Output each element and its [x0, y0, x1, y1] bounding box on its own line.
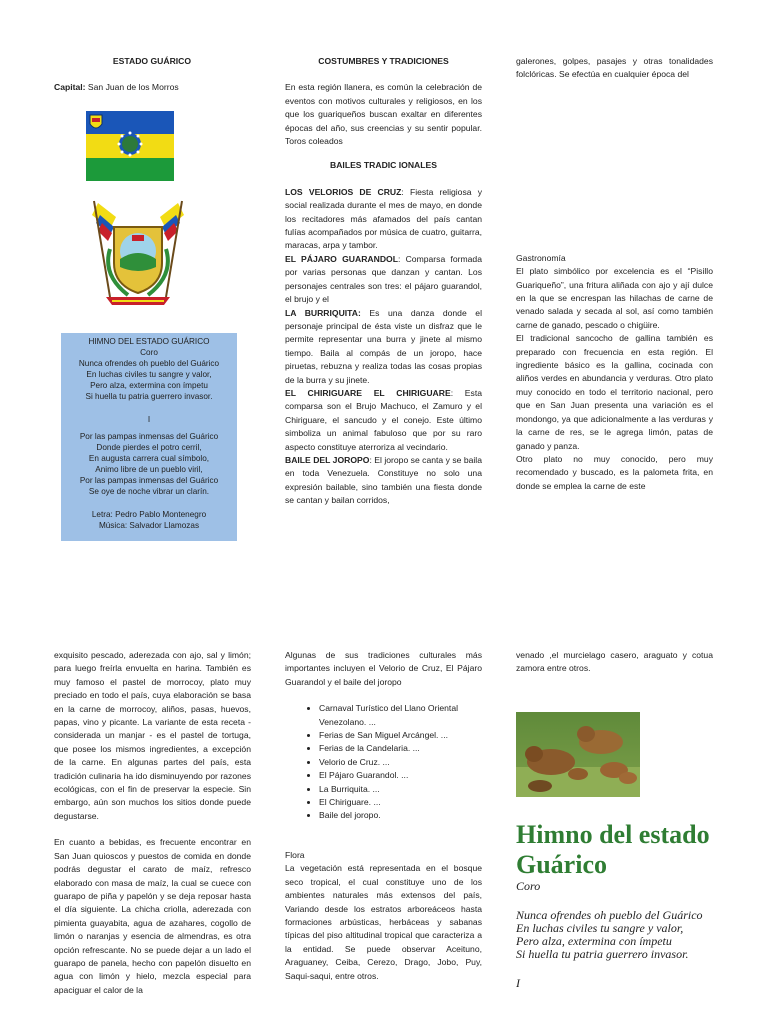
column-estado [54, 55, 254, 95]
flag-stripe-green [86, 158, 174, 181]
flag-stripe-yellow [86, 134, 174, 157]
anthem-box-title: HIMNO DEL ESTADO GUÁRICO [88, 337, 210, 346]
pajaro-text: : Comparsa formada por varias personas que danzan y cantan. Los personajes centrales son tres: el pájaro guarandol, el brujo y el [285, 253, 482, 305]
tradiciones-list [285, 702, 482, 823]
list-item: • Ferias de San Miguel Arcángel. ... [319, 729, 482, 742]
anthem-box [61, 333, 237, 541]
tradiciones-intro: Algunas de sus tradiciones culturales más importantes incluyen el Velorio de Cruz, El Pájaro Guarandol y el baile del joropo [285, 650, 482, 687]
bailes-continuation: galerones, golpes, pasajes y otras tonalidades folclóricas. Se efectúa en cualquier época del [516, 56, 713, 80]
pajaro-label: EL PÁJARO GUARANDOL [285, 253, 398, 264]
anthem-box-coro-line: Pero alza, extermina con ímpetu [90, 381, 208, 391]
flora-title: Flora [285, 849, 305, 860]
flora-paragraph: La vegetación está representada en el bosque seco tropical, el cual constituye uno de los ambientes naturales más extensos del país, Variando desde los estratos arboreáceos hasta formaciones arbústicas, herbáceas y sabanas típicas del piso altitudinal tropical que caracteriza a la entidad. Se puede observar Aceituno, Araguaney, Ceiba, Cerezo, Drago, Jobo, Puy, Saqui-saqui, entre otros. [285, 863, 482, 981]
anthem-box-coro-line: Si huella tu patria guerrero invasor. [85, 392, 213, 402]
burriquita-text: Es una danza donde el personaje principal de ésta viste un disfraz que le permite representar una burra y jinete al mismo tiempo. Baila al compás de un joropo, hace piruetas, rebuzna y realiza todas las cosas propias de la burra y su jinete. [285, 307, 482, 385]
chiriguare-label: EL CHIRIGUARE EL CHIRIGUARE [285, 387, 451, 398]
list-item: • Velorio de Cruz. ... [319, 756, 482, 769]
joropo-text: : El joropo se canta y se baila en toda Venezuela. Constituye no solo una expresión bailable, sino también una fiesta donde se cantan y bailan corridos, [285, 454, 482, 506]
costumbres-title: COSTUMBRES Y TRADICIONES [318, 56, 449, 66]
anthem-box-coro-label: Coro [140, 348, 158, 358]
hymn-verse: Nunca ofrendes oh pueblo del Guárico En luchas civiles tu sangre y valor, Pero alza, extermina con ímpetu Si huella tu patria guerrero invasor. [516, 908, 703, 961]
column-gastronomia [516, 55, 713, 493]
chiriguare-text: : Esta comparsa son el Brujo Machuco, el Zamuro y el Chiriguare, el sancudo y el conejo. Este último simboliza un animal fabuloso que por su raro aspecto constituye aterroriza al vecindario. [285, 387, 482, 452]
anthem-box-verse-line: Por las pampas inmensas del Guárico [79, 431, 219, 441]
joropo-paragraph [285, 454, 482, 508]
fauna-paragraph: venado ,el murcielago casero, araguato y cotua zamora entre otros. [516, 650, 713, 674]
burriquita-label: LA BURRIQUITA: [285, 307, 361, 318]
anthem-box-verse-line: Por las pampas inmensas del Guárico [79, 476, 219, 486]
burriquita-paragraph [285, 307, 482, 387]
capybara-photo [516, 712, 640, 797]
list-item: • El Pájaro Guarandol. ... [319, 769, 482, 782]
costumbres-intro: En esta región llanera, es común la celebración de eventos con motivos culturales y religiosos, en los que los guariqueños buscan exaltar en diferentes épocas del año, sus creencias y su sentir popular. Toros coleados [285, 82, 482, 147]
column-gastronomia-continued [54, 649, 251, 997]
bailes-title: BAILES TRADIC IONALES [330, 160, 437, 171]
gastronomia-paragraph: El plato simbólico por excelencia es el “Pisillo Guariqueño”, una fritura aliñada con ajo y ají dulce en la que se encrespan las hilachas de carne de venado salada y secada al sol, así como también carne de ganado, pescado o chigüire. [516, 266, 713, 330]
gastronomia-paragraph: Otro plato no muy conocido, pero muy recomendado y buscado, es la palometa frita, en donde se emplea la carne de este [516, 453, 713, 491]
joropo-label: BAILE DEL JOROPO [285, 454, 370, 465]
capital-line [54, 81, 254, 94]
bebidas-paragraph: En cuanto a bebidas, es frecuente encontrar en San Juan quioscos y puestos de comida en donde podrás degustar el carato de maíz, refresco elaborado con masa de maíz, la cual se cuece con guarapo de piña y papelón y se deja reposar hasta el día siguiente. La chicha criolla, aderezada con pimienta guayabita, agua de azahares, cogollo de limón o naranjas y esencia de almendras, es otra opción refrescante. No se puede dejar a un lado el guarapo de panela, hecho con papelón disuelto en agua con limón y hielo, mezcla especial para apaciguar el calor de la [54, 837, 251, 995]
velorios-paragraph [285, 186, 482, 253]
anthem-box-letra: Letra: Pedro Pablo Montenegro [91, 510, 207, 520]
hymn-numeral: I [516, 976, 520, 990]
pajaro-paragraph [285, 253, 482, 307]
gastronomia-paragraph: El tradicional sancocho de gallina también es preparado con frecuencia en esta región. El ingrediente básico es la gallina, cocinada con aliños verdes en abundancia y verduras. Otro plato muy conocido en todo el territorio nacional, pero que en San Juan presenta una variación es el mondongo, ya que adicionalmente a las verduras y la carne de res, se le agrega limón, patas de ganado y panza. [516, 333, 713, 451]
velorios-text: : Fiesta religiosa y social realizada durante el mes de mayo, en donde los recitadores más afamados del país cantan fulías acompañados por música de cuatro, guitarra, maracas, arpa y tambor. [285, 186, 482, 251]
anthem-box-verse-line: Se oye de noche vibrar un clarín. [88, 487, 210, 497]
list-item: • Carnaval Turístico del Llano Oriental Venezolano. ... [319, 702, 482, 729]
list-item: • Baile del joropo. [319, 809, 482, 822]
hymn-body [516, 880, 713, 990]
list-item: • Ferias de la Candelaria. ... [319, 742, 482, 755]
hymn-title: Himno del estado Guárico [516, 820, 710, 879]
flag-star-circle-icon [110, 129, 150, 159]
guarico-flag [86, 111, 174, 181]
anthem-box-musica: Música: Salvador Llamozas [98, 521, 200, 531]
column-costumbres [285, 55, 482, 508]
list-item: • El Chiriguare. ... [319, 796, 482, 809]
velorios-label: LOS VELORIOS DE CRUZ [285, 186, 402, 197]
anthem-box-coro-line: Nunca ofrendes oh pueblo del Guárico [78, 359, 220, 369]
chiriguare-paragraph [285, 387, 482, 454]
column-tradiciones-flora [285, 649, 482, 983]
flag-emblem-icon [88, 113, 104, 133]
estado-title: ESTADO GUÁRICO [112, 56, 192, 66]
anthem-box-coro-line: En luchas civiles tu sangre y valor, [86, 370, 212, 380]
coat-of-arms-icon [88, 197, 188, 312]
hymn-coro-label: Coro [516, 879, 541, 893]
anthem-box-verse-line: Animo libre de un pueblo viril, [95, 464, 203, 474]
anthem-box-verse-line: En augusta carrera cual símbolo, [88, 453, 210, 463]
gastronomia-title: Gastronomía [516, 252, 566, 263]
list-item: • La Burriquita. ... [319, 783, 482, 796]
anthem-box-verse-label: I [147, 414, 151, 424]
capital-value: San Juan de los Morros [85, 82, 179, 93]
anthem-box-verse-line: Donde pierdes el potro cerril, [96, 442, 202, 452]
column-fauna-himno [516, 649, 713, 676]
pescado-paragraph: exquisito pescado, aderezada con ajo, sal y limón; para luego freírla envuelta en harina. También es muy famoso el pastel de morrocoy, plato muy preciado en todo el país, cuya elaboración se basa en la carne de morrocoy, aliños, pasas, huevos, papas, vino y picante. La variante de esta receta - considerada un manjar - es el pastel de tortuga, que posee los mismos ingredientes, a excepción de la carne. En algunas partes del país, esta tradición culinaria ha ido disminuyendo por razones ecológicas, con el fin de preservar la especie. Sin embargo, aún son muchos los sitios donde puede degustarse. [54, 650, 251, 821]
capital-label: Capital: [54, 82, 86, 93]
